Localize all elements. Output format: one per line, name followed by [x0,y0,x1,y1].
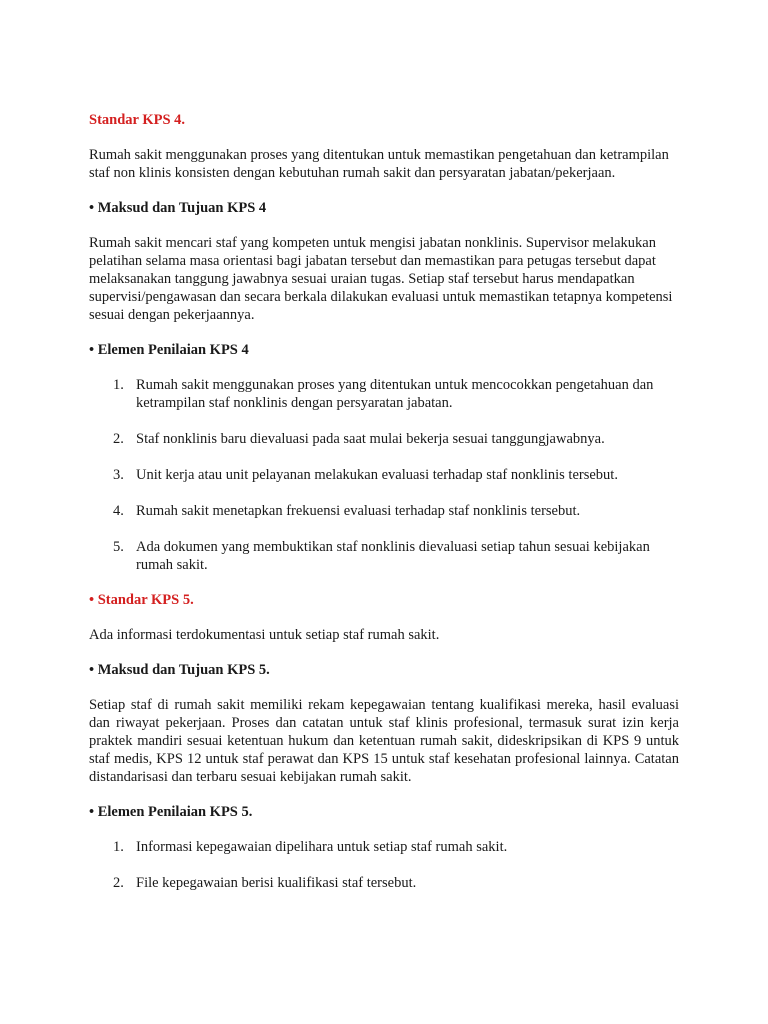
document-page [89,111,679,892]
list-item [89,838,679,856]
list-item-text: Rumah sakit menggunakan proses yang ditentukan untuk mencocokkan pengetahuan dan ketrampilan staf nonklinis dengan persyaratan jabatan. [136,377,654,411]
list-item [89,874,679,892]
list-item [89,466,679,484]
maksud-kps5-text: Setiap staf di rumah sakit memiliki rekam kepegawaian tentang kualifikasi mereka, hasil evaluasi dan riwayat pekerjaan. Proses dan catatan untuk staf klinis profesional, termasuk surat izin kerja praktek mandiri sesuai ketentuan hukum dan ketentuan rumah sakit, dideskripsikan di KPS 9 untuk staf medis, KPS 12 untuk staf perawat dan KPS 15 untuk staf kesehatan profesional lainnya. Catatan distandarisasi dan terbaru sesuai kebijakan rumah sakit. [89,697,679,785]
maksud-kps5-heading: • Maksud dan Tujuan KPS 5. [89,662,270,678]
list-item-text: Staf nonklinis baru dievaluasi pada saat mulai bekerja sesuai tanggungjawabnya. [136,431,605,447]
list-number: 2. [113,875,124,891]
standar-kps5-heading: • Standar KPS 5. [89,592,194,608]
list-number: 5. [113,539,124,555]
list-number: 3. [113,467,124,483]
list-item [89,538,679,574]
standar-kps4-text: Rumah sakit menggunakan proses yang ditentukan untuk memastikan pengetahuan dan ketrampilan staf non klinis konsisten dengan kebutuhan rumah sakit dan persyaratan jabatan/pekerjaan. [89,147,669,181]
maksud-kps4-heading: • Maksud dan Tujuan KPS 4 [89,200,267,216]
list-item-text: Informasi kepegawaian dipelihara untuk setiap staf rumah sakit. [136,839,508,855]
standar-kps4-heading: Standar KPS 4. [89,112,186,128]
list-number: 1. [113,839,124,855]
elemen-kps4-list [89,376,679,574]
list-number: 1. [113,377,124,393]
standar-kps5-text: Ada informasi terdokumentasi untuk setiap staf rumah sakit. [89,627,440,643]
list-item [89,430,679,448]
elemen-kps5-heading: • Elemen Penilaian KPS 5. [89,804,253,820]
list-item-text: File kepegawaian berisi kualifikasi staf tersebut. [136,875,417,891]
list-number: 2. [113,431,124,447]
elemen-kps5-list [89,838,679,892]
list-item-text: Rumah sakit menetapkan frekuensi evaluasi terhadap staf nonklinis tersebut. [136,503,581,519]
elemen-kps4-heading: • Elemen Penilaian KPS 4 [89,342,249,358]
list-item-text: Unit kerja atau unit pelayanan melakukan evaluasi terhadap staf nonklinis tersebut. [136,467,618,483]
list-number: 4. [113,503,124,519]
list-item [89,376,679,412]
maksud-kps4-text: Rumah sakit mencari staf yang kompeten untuk mengisi jabatan nonklinis. Supervisor melakukan pelatihan selama masa orientasi bagi jabatan tersebut dan memastikan para petugas tersebut dapat melaksanakan tanggung jawabnya sesuai uraian tugas. Setiap staf tersebut harus mendapatkan supervisi/pengawasan dan secara berkala dilakukan evaluasi untuk memastikan tetapnya kompetensi sesuai dengan pekerjaannya. [89,235,673,323]
list-item-text: Ada dokumen yang membuktikan staf nonklinis dievaluasi setiap tahun sesuai kebijakan rumah sakit. [136,539,650,573]
list-item [89,502,679,520]
